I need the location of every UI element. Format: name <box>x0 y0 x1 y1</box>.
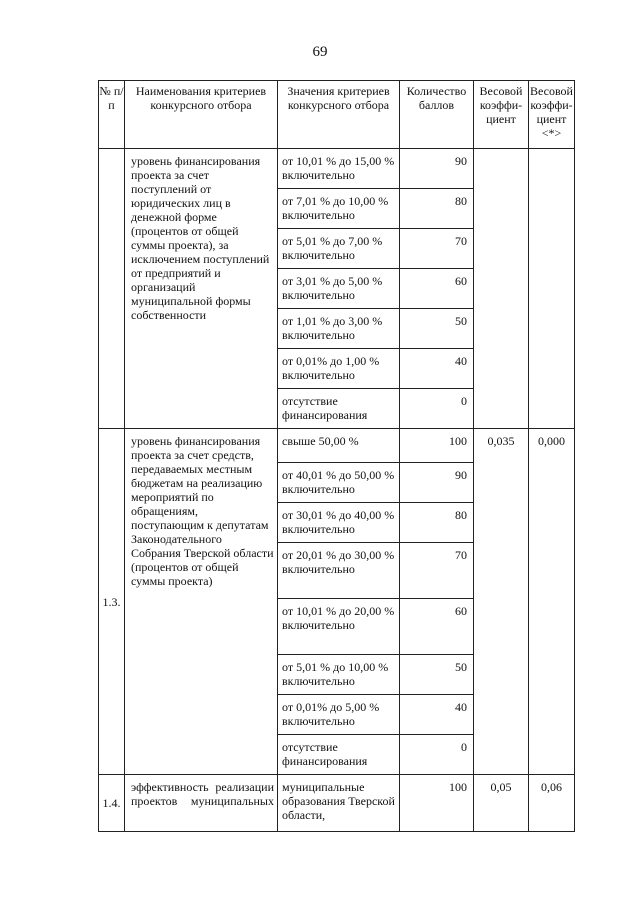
block-b-num: 1.3. <box>99 429 125 775</box>
header-weight-1: Весовой коэффи-циент <box>474 81 529 149</box>
header-criteria-value: Значения критериев конкурсного отбора <box>278 81 400 149</box>
table-row <box>99 775 575 832</box>
block-a-value: от 3,01 % до 5,00 % включительно <box>278 269 400 309</box>
block-a-value: отсутствие финансирования <box>278 389 400 429</box>
block-a-weight-1 <box>474 149 529 429</box>
block-b-criterion: уровень финансирования проекта за счет средств, передаваемых местным бюджетам на реализацию мероприятий по обращениям, поступающим к депутатам Законодательного Собрания Тверской области (процентов от общей суммы проекта) <box>125 429 278 775</box>
block-a-value: от 0,01% до 1,00 % включительно <box>278 349 400 389</box>
block-a-value: от 1,01 % до 3,00 % включительно <box>278 309 400 349</box>
block-b-points: 100 <box>400 429 474 463</box>
block-b-points: 70 <box>400 543 474 599</box>
block-b-value: от 5,01 % до 10,00 % включительно <box>278 655 400 695</box>
block-a-points: 60 <box>400 269 474 309</box>
block-b-value: свыше 50,00 % <box>278 429 400 463</box>
block-b-value: от 0,01% до 5,00 % включительно <box>278 695 400 735</box>
block-b-value: отсутствие финансирования <box>278 735 400 775</box>
block-a-points: 70 <box>400 229 474 269</box>
block-b-points: 0 <box>400 735 474 775</box>
block-a-criterion: уровень финансирования проекта за счет поступлений от юридических лиц в денежной форме (процентов от общей суммы проекта), за исключением поступлений от предприятий и организаций муниципальной формы собственности <box>125 149 278 429</box>
table-row <box>99 429 575 463</box>
block-b-value: от 10,01 % до 20,00 % включительно <box>278 599 400 655</box>
block-a-weight-2 <box>529 149 575 429</box>
block-c-num: 1.4. <box>99 775 125 832</box>
block-c-criterion: эффективность реализации проектов муниципальных <box>125 775 278 832</box>
block-a-points: 40 <box>400 349 474 389</box>
table-row <box>99 149 575 189</box>
block-c-points: 100 <box>400 775 474 832</box>
block-b-points: 80 <box>400 503 474 543</box>
block-a-value: от 7,01 % до 10,00 % включительно <box>278 189 400 229</box>
block-a-value: от 5,01 % до 7,00 % включительно <box>278 229 400 269</box>
block-b-points: 50 <box>400 655 474 695</box>
header-points: Количество баллов <box>400 81 474 149</box>
block-b-points: 40 <box>400 695 474 735</box>
table-header-row <box>99 81 575 149</box>
header-weight-2: Весовой коэффи-циент <*> <box>529 81 575 149</box>
block-c-weight-2: 0,06 <box>529 775 575 832</box>
block-a-points: 0 <box>400 389 474 429</box>
header-criteria-name: Наименования критериев конкурсного отбора <box>125 81 278 149</box>
criteria-table <box>98 80 575 832</box>
block-b-value: от 40,01 % до 50,00 % включительно <box>278 463 400 503</box>
block-b-points: 60 <box>400 599 474 655</box>
block-b-points: 90 <box>400 463 474 503</box>
block-a-points: 50 <box>400 309 474 349</box>
block-a-num <box>99 149 125 429</box>
header-num: № п/п <box>99 81 125 149</box>
page-number: 69 <box>312 44 328 60</box>
block-a-points: 80 <box>400 189 474 229</box>
block-a-points: 90 <box>400 149 474 189</box>
block-b-weight-1: 0,035 <box>474 429 529 775</box>
block-c-weight-1: 0,05 <box>474 775 529 832</box>
block-b-weight-2: 0,000 <box>529 429 575 775</box>
block-a-value: от 10,01 % до 15,00 % включительно <box>278 149 400 189</box>
block-c-value: муниципальные образования Тверской области, <box>278 775 400 832</box>
block-b-value: от 20,01 % до 30,00 % включительно <box>278 543 400 599</box>
block-b-value: от 30,01 % до 40,00 % включительно <box>278 503 400 543</box>
